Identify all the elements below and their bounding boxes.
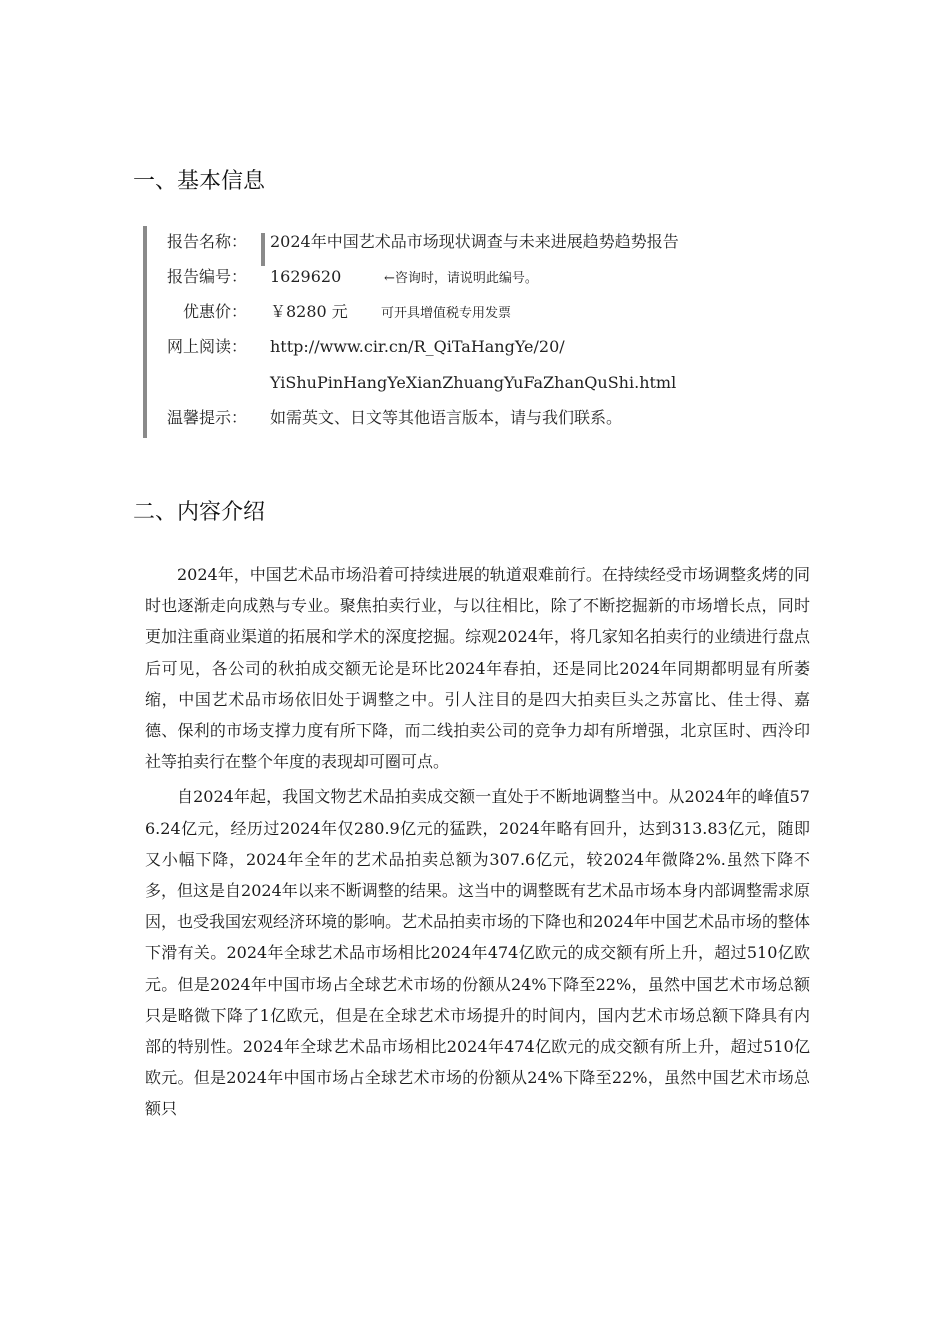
section-title-basic-info: 一、基本信息: [133, 169, 266, 194]
report-number-note: ←咨询时，请说明此编号。: [384, 271, 538, 286]
content-body: [145, 559, 810, 1125]
price-label: 优惠价：: [182, 302, 247, 321]
tip-value: 如需英文、日文等其他语言版本，请与我们联系。: [270, 408, 623, 427]
content-paragraph-2: 自2024年起，我国文物艺术品拍卖成交额一直处于不断地调整当中。从2024年的峰值576.24亿元，经历过2024年仅280.9亿元的猛跌，2024年略有回升，达到313.83亿元，随即又小幅下降，2024年全年的艺术品拍卖总额为307.6亿元，较2024年微降2%.虽然下降不多，但这是自2024年以来不断调整的结果。这当中的调整既有艺术品市场本身内部调整需求原因，也受我国宏观经济环境的影响。艺术品拍卖市场的下降也和2024年中国艺术品市场的整体下滑有关。2024年全球艺术品市场相比2024年474亿欧元的成交额有所上升，超过510亿欧元。但是2024年中国市场占全球艺术市场的份额从24%下降至22%，虽然中国艺术市场总额只是略微下降了1亿欧元，但是在全球艺术市场提升的时间内，国内艺术市场总额下降具有内部的特别性。2024年全球艺术品市场相比2024年474亿欧元的成交额有所上升，超过510亿欧元。但是2024年中国市场占全球艺术市场的份额从24%下降至22%，虽然中国艺术市场总额只: [145, 787, 810, 1119]
basic-info-block: [143, 226, 847, 438]
tip-label: 温馨提示：: [166, 408, 247, 427]
online-url-line1[interactable]: http://www.cir.cn/R_QiTaHangYe/20/: [270, 337, 565, 356]
content-paragraph-1: 2024年，中国艺术品市场沿着可持续进展的轨道艰难前行。在持续经受市场调整炙烤的同时也逐渐走向成熟与专业。聚焦拍卖行业，与以往相比，除了不断挖掘新的市场增长点，同时更加注重商业渠道的拓展和学术的深度挖掘。综观2024年，将几家知名拍卖行的业绩进行盘点后可见，各公司的秋拍成交额无论是环比2024年春拍，还是同比2024年同期都明显有所萎缩，中国艺术品市场依旧处于调整之中。引人注目的是四大拍卖巨头之苏富比、佳士得、嘉德、保利的市场支撑力度有所下降，而二线拍卖公司的竞争力却有所增强，北京匡时、西泠印社等拍卖行在整个年度的表现却可圈可点。: [145, 565, 810, 772]
section-title-content-intro: 二、内容介绍: [133, 500, 266, 525]
value-marker-bar: [261, 233, 265, 266]
price-value: ￥8280 元: [270, 302, 348, 321]
report-number-value: 1629620: [270, 267, 342, 286]
report-number-label: 报告编号：: [166, 267, 247, 286]
report-name-label: 报告名称：: [166, 232, 247, 251]
price-note: 可开具增值税专用发票: [381, 306, 512, 321]
report-name-value: 2024年中国艺术品市场现状调查与未来进展趋势趋势报告: [270, 232, 679, 251]
online-reading-label: 网上阅读：: [166, 337, 247, 356]
online-url-line2[interactable]: YiShuPinHangYeXianZhuangYuFaZhanQuShi.html: [270, 373, 677, 392]
